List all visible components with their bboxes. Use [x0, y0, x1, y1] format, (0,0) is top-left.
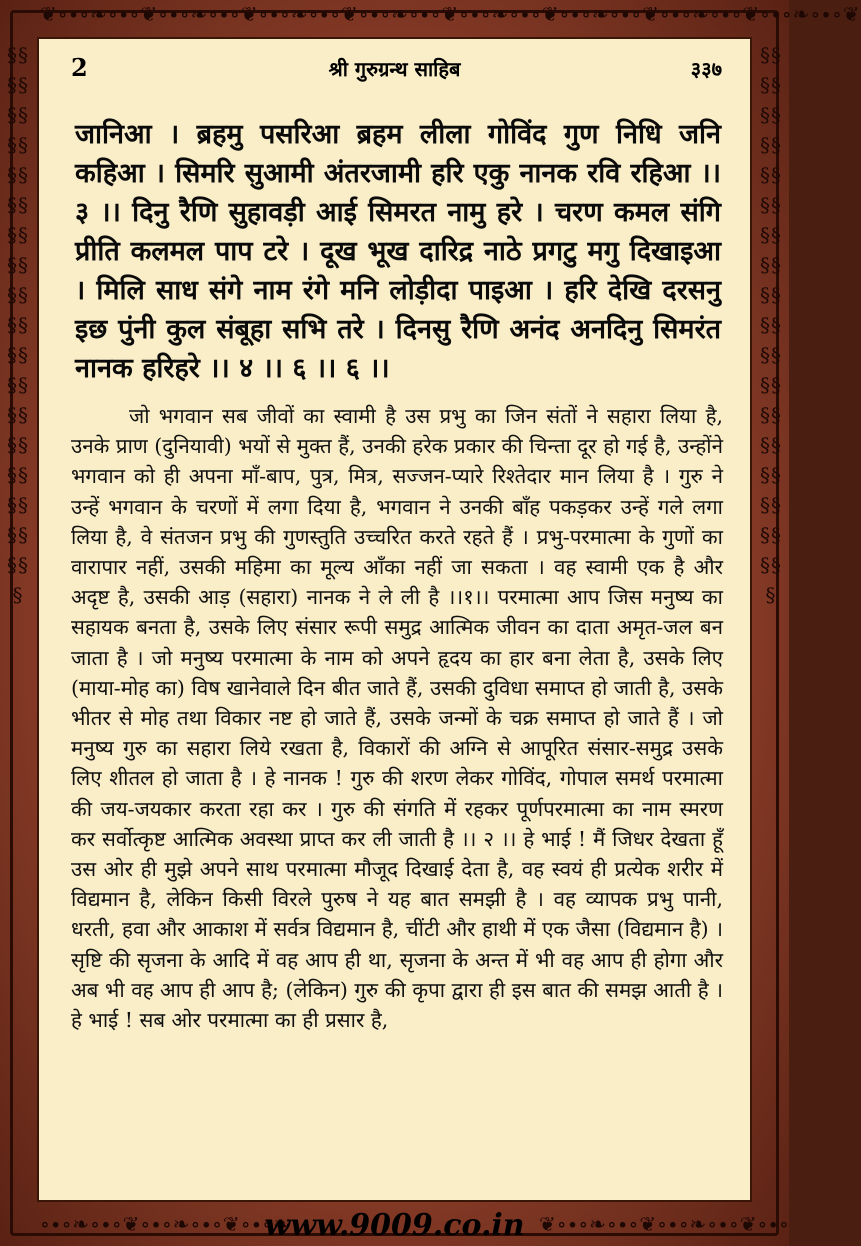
page-number-right: ३३७: [690, 57, 722, 81]
page: [37, 37, 752, 1202]
ornament-bottom-left: ∘∙∘❧∘∙∘❦∘∙∘❧∘∙∘❦∘∙∘❧: [40, 1212, 291, 1236]
page-number-left: 2: [71, 53, 88, 82]
page-title: श्री गुरुग्रन्थ साहिब: [328, 57, 461, 81]
website-footer: www.9009.co.in: [264, 1208, 525, 1243]
ornament-bottom-right: ❦∘∙∘❧∘∙∘❦∘∙∘❧∘∙∘❦∘∙∘: [539, 1212, 790, 1236]
gurbani-verse: जानिआ । ब्रहमु पसरिआ ब्रहम लीला गोविंद गुण निधि जनि कहिआ । सिमरि सुआमी अंतरजामी हरि एकु नानक रवि रहिआ ।। ३ ।। दिनु रैणि सुहावड़ी आई सिमरत नामु हरे । चरण कमल संगि प्रीति कलमल पाप टरे । दूख भूख दारिद्र नाठे प्रगटु मगु दिखाइआ । मिलि साध संगे नाम रंगे मनि लोड़ीदा पाइआ । हरि देखि दरसनु इछ पुंनी कुल संबूहा सभि तरे । दिनसु रैणि अनंद अनदिनु सिमरंत नानक हरिहरे ।। ४ ।। ६ ।। ६ ।।: [75, 119, 721, 384]
ornament-top: ❦∘∙∘❧∘∙∘❦∘∙∘❧∘∙∘❦∘∙∘❧∘∙∘❦∘∙∘❧∘∙∘❦∘∙∘❧∘∙∘❦∘∙∘❧∘∙∘❦∘∙∘❧∘∙∘❦∘∙∘❧∘∙∘❦: [40, 2, 861, 26]
ornament-left: §§§§§§§§§§§§§§§§§§§§§§§§§§§§§§§§§§§§§: [7, 43, 29, 607]
hindi-translation: जो भगवान सब जीवों का स्वामी है उस प्रभु का जिन संतों ने सहारा लिया है, उनके प्राण (दुनियावी) भयों से मुक्त हैं, उनकी हरेक प्रकार की चिन्ता दूर हो गई है, उन्होंने भगवान को ही अपना माँ-बाप, पुत्र, मित्र, सज्जन-प्यारे रिश्तेदार मान लिया है । गुरु ने उन्हें भगवान के चरणों में लगा दिया है, भगवान ने उनकी बाँह पकड़कर उन्हें गले लगा लिया है, वे संतजन प्रभु की गुणस्तुति उच्चरित करते रहते हैं । प्रभु-परमात्मा के गुणों का वारापार नहीं, उसकी महिमा का मूल्य आँका नहीं जा सकता । वह स्वामी एक है और अदृष्ट है, उसकी आड़ (सहारा) नानक ने ले ली है ।।१।। परमात्मा आप जिस मनुष्य का सहायक बनता है, उसके लिए संसार रूपी समुद्र आत्मिक जीवन का दाता अमृत-जल बन जाता है । जो मनुष्य परमात्मा के नाम को अपने हृदय का हार बना लेता है, उसके लिए (माया-मोह का) विष खानेवाले दिन बीत जाते हैं, उसकी दुविधा समाप्त हो जाती है, उसके भीतर से मोह तथा विकार नष्ट हो जाते हैं, उसके जन्मों के चक्र समाप्त हो जाते हैं । जो मनुष्य गुरु का सहारा लिये रखता है, विकारों की अग्नि से आपूरित संसार-समुद्र उसके लिए शीतल हो जाता है । हे नानक ! गुरु की शरण लेकर गोविंद, गोपाल समर्थ परमात्मा की जय-जयकार करता रहा कर । गुरु की संगति में रहकर पूर्णपरमात्मा का नाम स्मरण कर सर्वोत्कृष्ट आत्मिक अवस्था प्राप्त कर ली जाती है ।। २ ।। हे भाई ! मैं जिधर देखता हूँ उस ओर ही मुझे अपने साथ परमात्मा मौजूद दिखाई देता है, वह स्वयं ही प्रत्येक शरीर में विद्यमान है, लेकिन किसी विरले पुरुष ने यह बात समझी है । वह व्यापक प्रभु पानी, धरती, हवा और आकाश में सर्वत्र विद्यमान है, चींटी और हाथी में एक जैसा (विद्यमान है) । सृष्टि की सृजना के आदि में वह आप ही था, सृजना के अन्त में भी वह आप ही होगा और अब भी वह आप ही आप है; (लेकिन) गुरु की कृपा द्वारा ही इस बात की समझ आती है । हे भाई ! सब ओर परमात्मा का ही प्रसार है,: [71, 404, 723, 1033]
ornament-right: §§§§§§§§§§§§§§§§§§§§§§§§§§§§§§§§§§§§§: [760, 43, 782, 607]
page-header: [39, 53, 750, 87]
